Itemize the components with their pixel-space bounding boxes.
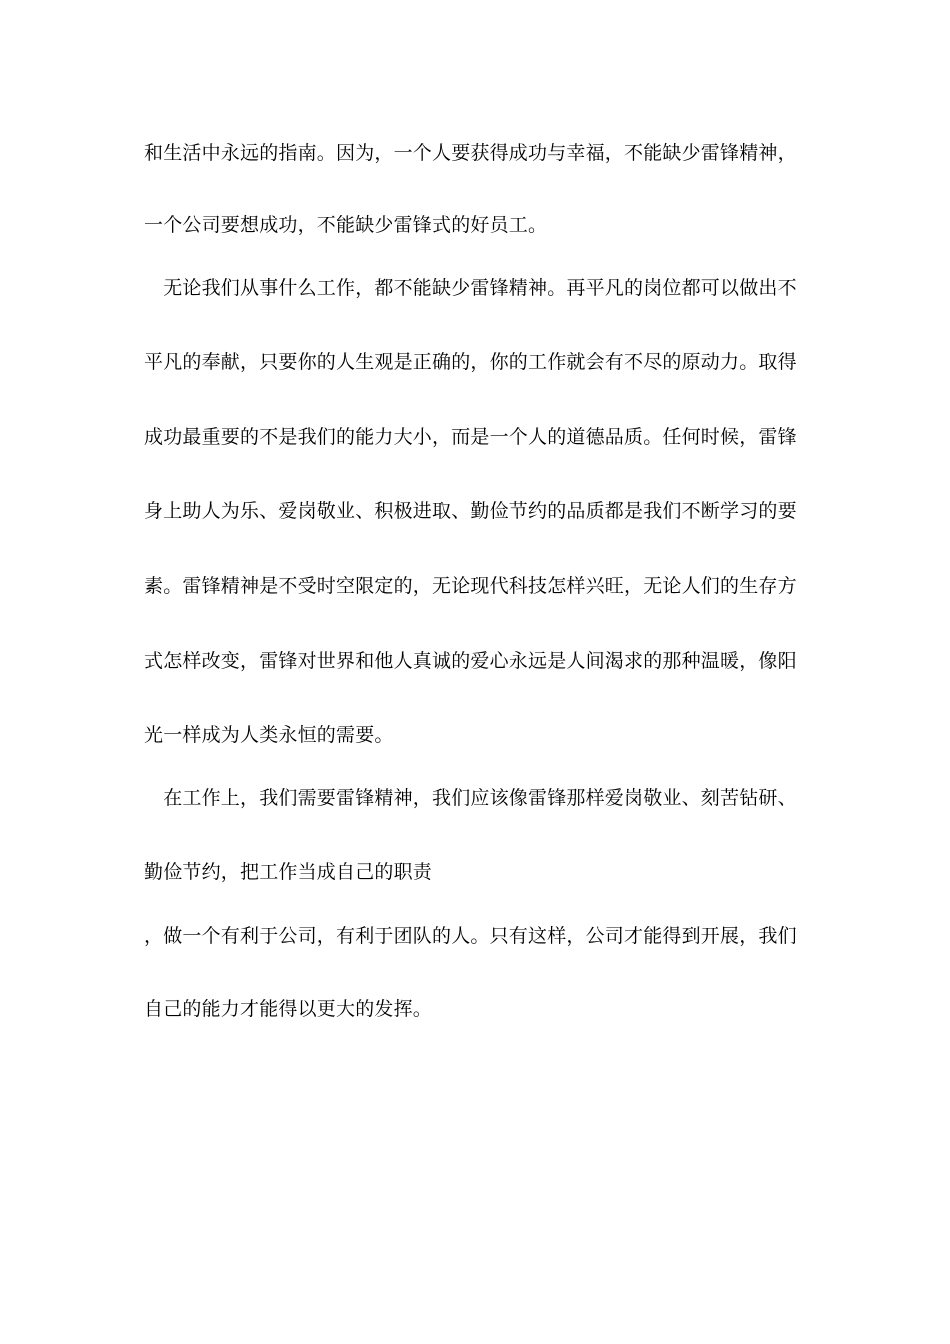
text-line: 光一样成为人类永恒的需要。 bbox=[144, 724, 394, 746]
text-line: 和生活中永远的指南。因为，一个人要获得成功与幸福，不能缺少雷锋精神， bbox=[144, 142, 797, 164]
text-line: 一个公司要想成功，不能缺少雷锋式的好员工。 bbox=[144, 214, 548, 236]
text-line: 平凡的奉献，只要你的人生观是正确的，你的工作就会有不尽的原动力。取得 bbox=[144, 351, 797, 373]
text-line: 自己的能力才能得以更大的发挥。 bbox=[144, 998, 433, 1020]
text-line: 素。雷锋精神是不受时空限定的，无论现代科技怎样兴旺，无论人们的生存方 bbox=[144, 575, 797, 597]
text-line: 在工作上，我们需要雷锋精神，我们应该像雷锋那样爱岗敬业、刻苦钻研、 bbox=[144, 787, 797, 809]
text-line: 身上助人为乐、爱岗敬业、积极进取、勤俭节约的品质都是我们不断学习的要 bbox=[144, 500, 797, 522]
text-line: 式怎样改变，雷锋对世界和他人真诚的爱心永远是人间渴求的那种温暖，像阳 bbox=[144, 650, 797, 672]
text-line: ，做一个有利于公司，有利于团队的人。只有这样，公司才能得到开展，我们 bbox=[144, 925, 797, 947]
text-line: 成功最重要的不是我们的能力大小，而是一个人的道德品质。任何时候，雷锋 bbox=[144, 426, 797, 448]
text-line: 勤俭节约，把工作当成自己的职责 bbox=[144, 861, 433, 883]
text-line: 无论我们从事什么工作，都不能缺少雷锋精神。再平凡的岗位都可以做出不 bbox=[144, 277, 797, 299]
